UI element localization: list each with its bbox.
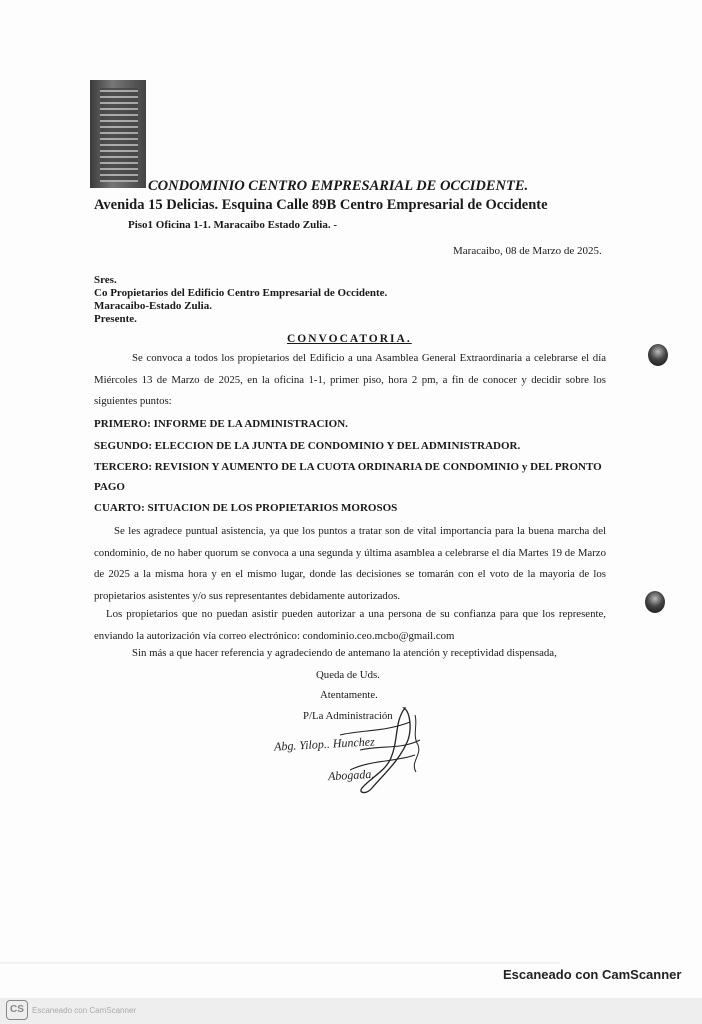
recipient-line-1: Sres.: [94, 274, 117, 286]
scanner-footer: [0, 998, 702, 1024]
recipient-line-4: Presente.: [94, 313, 137, 325]
building-logo-icon: [90, 80, 146, 188]
agenda-point-1: PRIMERO: INFORME DE LA ADMINISTRACION.: [94, 418, 348, 430]
paragraph-attendance: Se les agradece puntual asistencia, ya que los puntos a tratar son de vital importancia para la buena marcha del condominio, de no haber quorum se convoca a una segunda y última asamblea a celebrarse el día Martes 19 de Marzo de 2025 a la misma hora y en el mismo lugar, donde las decisiones se tomarán con el voto de la mayoria de los propietarios asistentes y/o sus representantes debidamente autorizados.: [94, 525, 606, 602]
agenda-point-4: CUARTO: SITUACION DE LOS PROPIETARIOS MOROSOS: [94, 502, 398, 514]
paragraph-authorization: Los propietarios que no puedan asistir pueden autorizar a una persona de su confianza para que los represente, enviando la autorización vía correo electrónico: condominio.ceo.mcbo@gmail.com: [94, 608, 606, 642]
condominium-floor: Piso1 Oficina 1-1. Maracaibo Estado Zulia. -: [128, 219, 337, 231]
agenda-point-3: TERCERO: REVISION Y AUMENTO DE LA CUOTA ORDINARIA DE CONDOMINIO y DEL PRONTO: [94, 461, 602, 473]
scan-divider: [0, 962, 560, 964]
condominium-address: Avenida 15 Delicias. Esquina Calle 89B Centro Empresarial de Occidente: [94, 197, 548, 213]
agenda-point-3-cont: PAGO: [94, 481, 125, 493]
letter-date: Maracaibo, 08 de Marzo de 2025.: [453, 245, 602, 257]
closing-line-3: P/La Administración: [303, 710, 393, 722]
signer-name: Abg. Yilop.. Hunchez: [273, 734, 376, 754]
document-title: CONVOCATORIA.: [287, 333, 412, 345]
closing-line-1: Queda de Uds.: [316, 669, 380, 681]
agenda-point-2: SEGUNDO: ELECCION DE LA JUNTA DE CONDOMINIO Y DEL ADMINISTRADOR.: [94, 440, 521, 452]
punch-hole-icon: [645, 591, 665, 613]
condominium-name: CONDOMINIO CENTRO EMPRESARIAL DE OCCIDENTE.: [148, 178, 529, 194]
camscanner-footer-text: Escaneado con CamScanner: [32, 1006, 137, 1015]
paragraph-convocation: Se convoca a todos los propietarios del Edificio a una Asamblea General Extraordinaria a celebrarse el día Miércoles 13 de Marzo de 2025, en la oficina 1-1, primer piso, hora 2 pm, a fin de conocer y decidir sobre los siguientes puntos:: [94, 352, 606, 407]
recipient-line-3: Maracaibo-Estado Zulia.: [94, 300, 212, 312]
recipient-block: [94, 274, 387, 326]
camscanner-watermark: Escaneado con CamScanner: [503, 967, 682, 982]
signer-title: Abogada.: [327, 766, 375, 784]
camscanner-logo-icon: CS: [6, 1000, 28, 1020]
recipient-line-2: Co Propietarios del Edificio Centro Empresarial de Occidente.: [94, 287, 388, 299]
paragraph-closing: Sin más a que hacer referencia y agradeciendo de antemano la atención y receptividad dispensada,: [132, 647, 557, 659]
closing-line-2: Atentamente.: [320, 689, 378, 701]
punch-hole-icon: [648, 344, 668, 366]
